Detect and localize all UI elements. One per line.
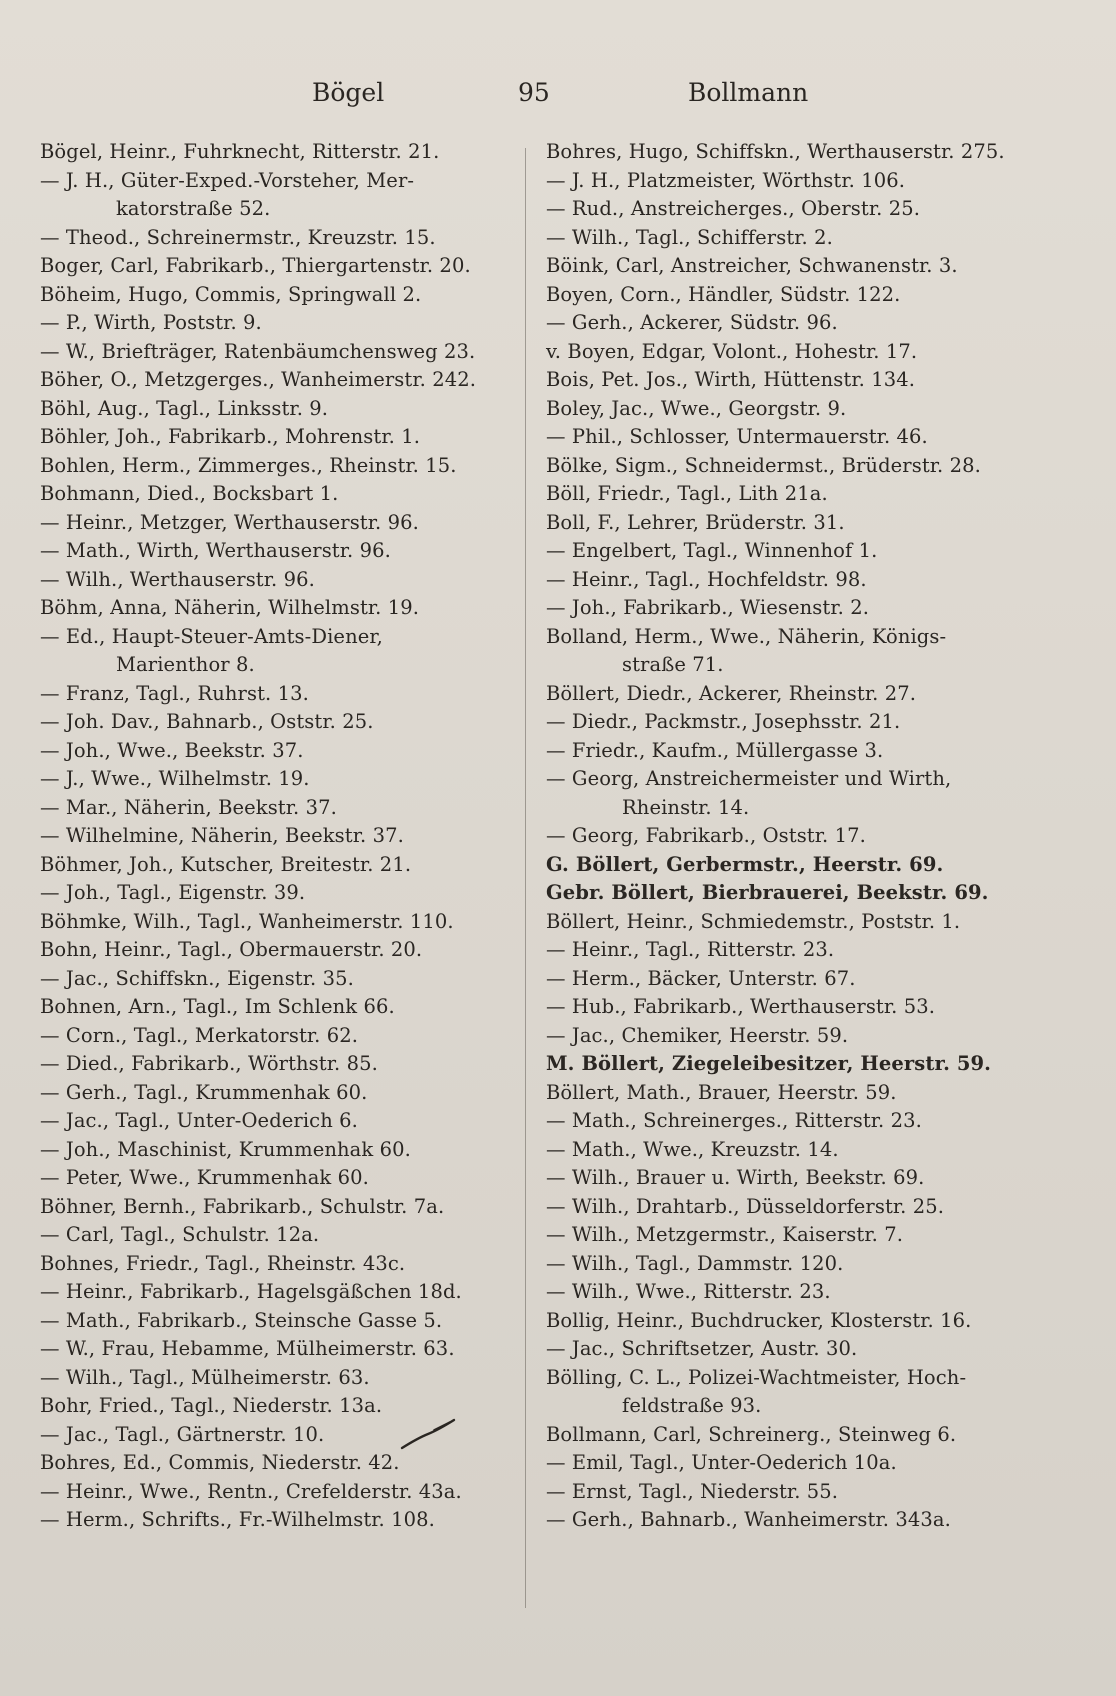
directory-entry: Bohres, Hugo, Schiffskn., Werthauserstr. 275. — [546, 140, 1005, 163]
directory-entry: Bohn, Heinr., Tagl., Obermauerstr. 20. — [40, 938, 423, 961]
directory-entry: — Emil, Tagl., Unter-Oederich 10a. — [546, 1451, 897, 1474]
page-number: 95 — [518, 78, 550, 107]
directory-entry: Böheim, Hugo, Commis, Springwall 2. — [40, 282, 422, 306]
directory-entry: Böhmke, Wilh., Tagl., Wanheimerstr. 110. — [40, 909, 454, 933]
directory-entry: — Corn., Tagl., Merkatorstr. 62. — [40, 1023, 359, 1047]
header-right-keyword: Bollmann — [688, 78, 809, 107]
directory-entry: — Herm., Schrifts., Fr.-Wilhelmstr. 108. — [40, 1508, 435, 1531]
directory-entry: Marienthor 8. — [116, 653, 255, 676]
right-column — [546, 138, 1016, 1535]
directory-entry: — Math., Wirth, Werthauserstr. 96. — [40, 539, 391, 562]
directory-entry: — Joh., Fabrikarb., Wiesenstr. 2. — [546, 596, 870, 619]
directory-entry: — Franz, Tagl., Ruhrst. 13. — [40, 681, 309, 705]
directory-entry: v. Boyen, Edgar, Volont., Hohestr. 17. — [546, 339, 918, 363]
directory-entry: — Heinr., Tagl., Ritterstr. 23. — [546, 938, 835, 961]
directory-entry: — Ed., Haupt-Steuer-Amts-Diener, — [40, 624, 383, 648]
directory-entry: — Heinr., Metzger, Werthauserstr. 96. — [40, 510, 419, 534]
directory-entry: straße 71. — [622, 653, 724, 676]
directory-entry: Böllert, Diedr., Ackerer, Rheinstr. 27. — [546, 681, 917, 705]
header-left-keyword: Bögel — [312, 78, 385, 107]
directory-entry: — Mar., Näherin, Beekstr. 37. — [40, 795, 337, 819]
directory-entry: Bois, Pet. Jos., Wirth, Hüttenstr. 134. — [546, 368, 916, 391]
directory-entry: — Engelbert, Tagl., Winnenhof 1. — [546, 539, 878, 562]
directory-entry: — Wilh., Wwe., Ritterstr. 23. — [546, 1280, 831, 1303]
directory-entry: — Friedr., Kaufm., Müllergasse 3. — [546, 738, 884, 762]
directory-entry: Bohnes, Friedr., Tagl., Rheinstr. 43c. — [40, 1251, 406, 1275]
directory-entry: — Died., Fabrikarb., Wörthstr. 85. — [40, 1052, 378, 1075]
directory-entry: — Wilh., Werthauserstr. 96. — [40, 567, 315, 591]
directory-entry: — J. H., Güter-Exped.-Vorsteher, Mer- — [40, 168, 415, 192]
directory-entry: — Heinr., Fabrikarb., Hagelsgäßchen 18d. — [40, 1280, 462, 1303]
directory-entry: — Heinr., Tagl., Hochfeldstr. 98. — [546, 567, 867, 591]
directory-entry: — Joh., Maschinist, Krummenhak 60. — [40, 1137, 411, 1161]
directory-entry: Boyen, Corn., Händler, Südstr. 122. — [546, 282, 901, 306]
directory-entry: — Phil., Schlosser, Untermauerstr. 46. — [546, 425, 928, 448]
directory-entry: Boley, Jac., Wwe., Georgstr. 9. — [546, 396, 847, 420]
directory-entry: Böllert, Heinr., Schmiedemstr., Poststr. 1. — [546, 909, 961, 933]
directory-entry: Böhm, Anna, Näherin, Wilhelmstr. 19. — [40, 596, 420, 619]
directory-entry: — Ernst, Tagl., Niederstr. 55. — [546, 1479, 839, 1503]
directory-entry: Bollmann, Carl, Schreinerg., Steinweg 6. — [546, 1422, 957, 1446]
directory-entry: — Joh., Tagl., Eigenstr. 39. — [40, 881, 306, 904]
directory-entry: — Jac., Tagl., Unter-Oederich 6. — [40, 1109, 358, 1132]
directory-entry: Böll, Friedr., Tagl., Lith 21a. — [546, 482, 828, 505]
directory-entry: feldstraße 93. — [622, 1394, 762, 1417]
directory-entry: — Diedr., Packmstr., Josephsstr. 21. — [546, 710, 901, 733]
directory-entry: — Jac., Schriftsetzer, Austr. 30. — [546, 1337, 858, 1360]
pen-mark — [398, 1416, 458, 1452]
directory-entry: — Gerh., Tagl., Krummenhak 60. — [40, 1080, 368, 1104]
directory-entry: Bohnen, Arn., Tagl., Im Schlenk 66. — [40, 995, 395, 1018]
directory-entry: Bohmann, Died., Bocksbart 1. — [40, 482, 339, 505]
directory-entry: Bölke, Sigm., Schneidermst., Brüderstr. 28. — [546, 453, 981, 477]
directory-entry: Rheinstr. 14. — [622, 795, 750, 819]
directory-entry: — Herm., Bäcker, Unterstr. 67. — [546, 966, 856, 990]
directory-entry: G. Böllert, Gerbermstr., Heerstr. 69. — [546, 852, 944, 876]
directory-entry: Bollig, Heinr., Buchdrucker, Klosterstr. 16. — [546, 1308, 972, 1332]
directory-entry: Gebr. Böllert, Bierbrauerei, Beekstr. 69. — [546, 881, 989, 904]
directory-entry: Böllert, Math., Brauer, Heerstr. 59. — [546, 1080, 897, 1104]
directory-entry: — Math., Wwe., Kreuzstr. 14. — [546, 1137, 839, 1161]
directory-entry: Bolland, Herm., Wwe., Näherin, Königs- — [546, 624, 947, 648]
directory-entry: — Carl, Tagl., Schulstr. 12a. — [40, 1223, 320, 1246]
directory-entry: — Georg, Fabrikarb., Oststr. 17. — [546, 824, 866, 847]
directory-entry: — Gerh., Bahnarb., Wanheimerstr. 343a. — [546, 1508, 951, 1531]
left-column — [40, 138, 530, 1535]
directory-entry: Bohres, Ed., Commis, Niederstr. 42. — [40, 1451, 400, 1474]
directory-entry: — Theod., Schreinermstr., Kreuzstr. 15. — [40, 225, 436, 249]
directory-entry: Böink, Carl, Anstreicher, Schwanenstr. 3. — [546, 254, 958, 277]
directory-entry: — Math., Schreinerges., Ritterstr. 23. — [546, 1109, 922, 1132]
directory-entry: — Rud., Anstreicherges., Oberstr. 25. — [546, 197, 921, 220]
directory-entry: — W., Frau, Hebamme, Mülheimerstr. 63. — [40, 1337, 455, 1360]
directory-entry: Boll, F., Lehrer, Brüderstr. 31. — [546, 510, 845, 534]
directory-entry: Bölling, C. L., Polizei-Wachtmeister, Hoch- — [546, 1365, 967, 1389]
directory-entry: — Peter, Wwe., Krummenhak 60. — [40, 1166, 369, 1189]
page-header — [0, 78, 1116, 118]
directory-entry: — Wilh., Brauer u. Wirth, Beekstr. 69. — [546, 1166, 925, 1189]
directory-entry: — W., Briefträger, Ratenbäumchensweg 23. — [40, 339, 476, 363]
directory-entry: Boger, Carl, Fabrikarb., Thiergartenstr. 20. — [40, 254, 471, 277]
directory-entry: — Wilh., Tagl., Schifferstr. 2. — [546, 225, 833, 249]
directory-entry: Böhler, Joh., Fabrikarb., Mohrenstr. 1. — [40, 425, 421, 448]
directory-entry: Böhl, Aug., Tagl., Linksstr. 9. — [40, 396, 329, 420]
directory-entry: — Georg, Anstreichermeister und Wirth, — [546, 767, 952, 790]
directory-entry: — Heinr., Wwe., Rentn., Crefelderstr. 43a. — [40, 1479, 462, 1503]
directory-entry: Bohlen, Herm., Zimmerges., Rheinstr. 15. — [40, 453, 457, 477]
directory-entry: Bohr, Fried., Tagl., Niederstr. 13a. — [40, 1394, 383, 1417]
directory-entry: — Joh. Dav., Bahnarb., Oststr. 25. — [40, 710, 374, 733]
directory-entry: — Gerh., Ackerer, Südstr. 96. — [546, 311, 838, 334]
directory-entry: M. Böllert, Ziegeleibesitzer, Heerstr. 59. — [546, 1052, 992, 1075]
directory-entry: Böher, O., Metzgerges., Wanheimerstr. 242. — [40, 368, 477, 391]
directory-entry: — Hub., Fabrikarb., Werthauserstr. 53. — [546, 995, 936, 1018]
directory-entry: — J., Wwe., Wilhelmstr. 19. — [40, 767, 310, 790]
directory-entry: — Joh., Wwe., Beekstr. 37. — [40, 738, 304, 762]
directory-entry: — Wilh., Tagl., Mülheimerstr. 63. — [40, 1365, 370, 1389]
directory-entry: — Jac., Chemiker, Heerstr. 59. — [546, 1023, 849, 1047]
directory-entry: katorstraße 52. — [116, 197, 271, 220]
directory-entry: Böhner, Bernh., Fabrikarb., Schulstr. 7a. — [40, 1194, 445, 1218]
directory-entry: — Wilhelmine, Näherin, Beekstr. 37. — [40, 824, 404, 847]
directory-entry: — Wilh., Drahtarb., Düsseldorferstr. 25. — [546, 1194, 945, 1218]
directory-entry: Bögel, Heinr., Fuhrknecht, Ritterstr. 21. — [40, 140, 440, 163]
directory-entry: — J. H., Platzmeister, Wörthstr. 106. — [546, 168, 906, 192]
directory-entry: — Wilh., Tagl., Dammstr. 120. — [546, 1251, 844, 1275]
directory-entry: Böhmer, Joh., Kutscher, Breitestr. 21. — [40, 852, 412, 876]
directory-entry: — Wilh., Metzgermstr., Kaiserstr. 7. — [546, 1223, 904, 1246]
directory-entry: — Jac., Tagl., Gärtnerstr. 10. — [40, 1422, 325, 1446]
directory-entry: — P., Wirth, Poststr. 9. — [40, 311, 262, 334]
directory-entry: — Math., Fabrikarb., Steinsche Gasse 5. — [40, 1308, 443, 1332]
directory-entry: — Jac., Schiffskn., Eigenstr. 35. — [40, 966, 354, 990]
